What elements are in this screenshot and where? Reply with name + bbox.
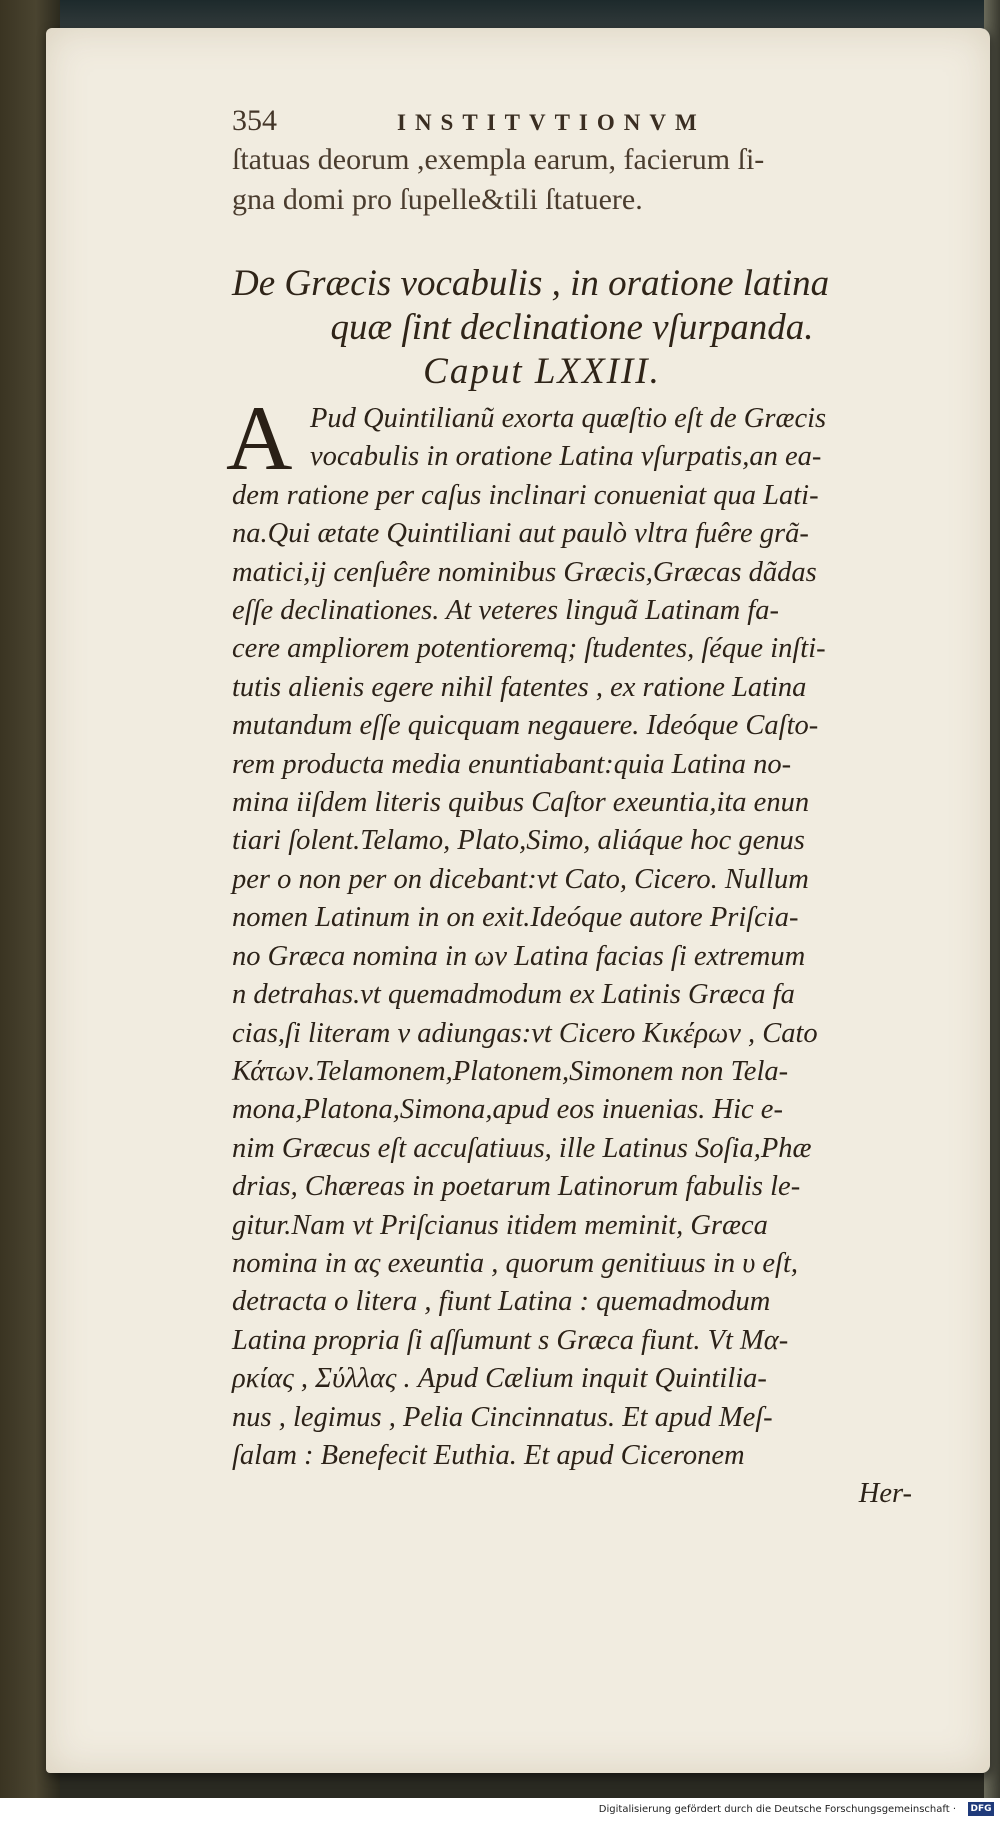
running-head [232, 100, 912, 140]
page-text-block [226, 100, 912, 1513]
text-line: na.Qui ætate Quintiliani aut paulò vltra fuêre grã- [232, 518, 809, 550]
opening-lines [232, 140, 912, 220]
drop-initial: A [226, 387, 293, 489]
text-line: no Græca nomina in ων Latina facias ſi extremum [232, 940, 806, 972]
chapter-heading [232, 262, 912, 394]
text-line: per o non per on dicebant:vt Cato, Cicero. Nullum [232, 863, 809, 895]
text-line: dem ratione per caſus inclinari conueniat qua Lati- [232, 479, 819, 511]
text-line: matici,ij cenſuêre nominibus Græcis,Græcas dãdas [232, 556, 817, 588]
text-line: nim Græcus eſt accuſatiuus, ille Latinus Soſia,Phæ [232, 1132, 812, 1164]
text-line: detracta o litera , fiunt Latina : quemadmodum [232, 1286, 771, 1318]
text-line: nomen Latinum in on exit.Ideóque autore Priſcia- [232, 902, 799, 934]
text-line: mutandum eſſe quicquam negauere. Ideóque Caſto- [232, 710, 819, 742]
text-line: tutis alienis egere nihil fatentes , ex ratione Latina [232, 671, 807, 703]
running-head-title: INSTITVTIONVM [397, 110, 706, 135]
text-line: gna domi pro ſupelle&tili ſtatuere. [232, 183, 643, 216]
text-line: nus , legimus , Pelia Cincinnatus. Et apud Meſ- [232, 1401, 773, 1433]
text-line: ſalam : Benefecit Euthia. Et apud Ciceronem [232, 1439, 745, 1471]
text-line: mina iiſdem literis quibus Caſtor exeuntia,ita enun [232, 787, 810, 819]
text-line: drias, Chæreas in poetarum Latinorum fabulis le- [232, 1171, 801, 1203]
text-line: Latina propria ſi aſſumunt s Græca fiunt. Vt Μα- [232, 1324, 789, 1356]
text-line: nomina in ας exeuntia , quorum genitiuus in υ eſt, [232, 1247, 799, 1279]
text-line: eſſe declinationes. At veteres linguã Latinam fa- [232, 595, 779, 627]
text-line: cere ampliorem potentioremq; ſtudentes, ſéque inſti- [232, 633, 826, 665]
text-line: ſtatuas deorum ,exempla earum, facierum ſi- [232, 143, 765, 176]
text-line: cias,ſi literam ν adiungas:vt Cicero Κικέρων , Cato [232, 1017, 818, 1049]
chapter-number: Caput LXXIII. [423, 351, 661, 392]
text-line: tiari ſolent.Telamo, Plato,Simo, aliáque hoc genus [232, 825, 805, 857]
text-line: n detrahas.vt quemadmodum ex Latinis Græca fa [232, 979, 795, 1011]
page-number: 354 [232, 104, 277, 137]
catchword: Her- [858, 1478, 912, 1510]
text-line: vocabulis in oratione Latina vſurpatis,an ea- [310, 441, 822, 473]
text-line: gitur.Nam vt Priſcianus itidem meminit, Græca [232, 1209, 768, 1241]
text-line: mona,Platona,Simona,apud eos inuenias. Hic e- [232, 1094, 783, 1126]
heading-line: De Græcis vocabulis , in oratione latina [232, 263, 830, 304]
text-line: Pud Quintilianũ exorta quæſtio eſt de Græcis [310, 403, 827, 434]
heading-line: quæ ſint declinatione vſurpanda. [330, 307, 814, 348]
text-line: rem producta media enuntiabant:quia Latina no- [232, 748, 792, 780]
body-text [226, 387, 912, 1513]
digitization-credit: Digitalisierung gefördert durch die Deutsche Forschungsgemeinschaft · [595, 1802, 960, 1817]
text-line: Κάτων.Telamonem,Platonem,Simonem non Tela- [232, 1055, 789, 1087]
dfg-logo-icon: DFG [968, 1802, 994, 1816]
text-line: ρκίας , Σύλλας . Apud Cælium inquit Quintilia- [232, 1363, 767, 1395]
